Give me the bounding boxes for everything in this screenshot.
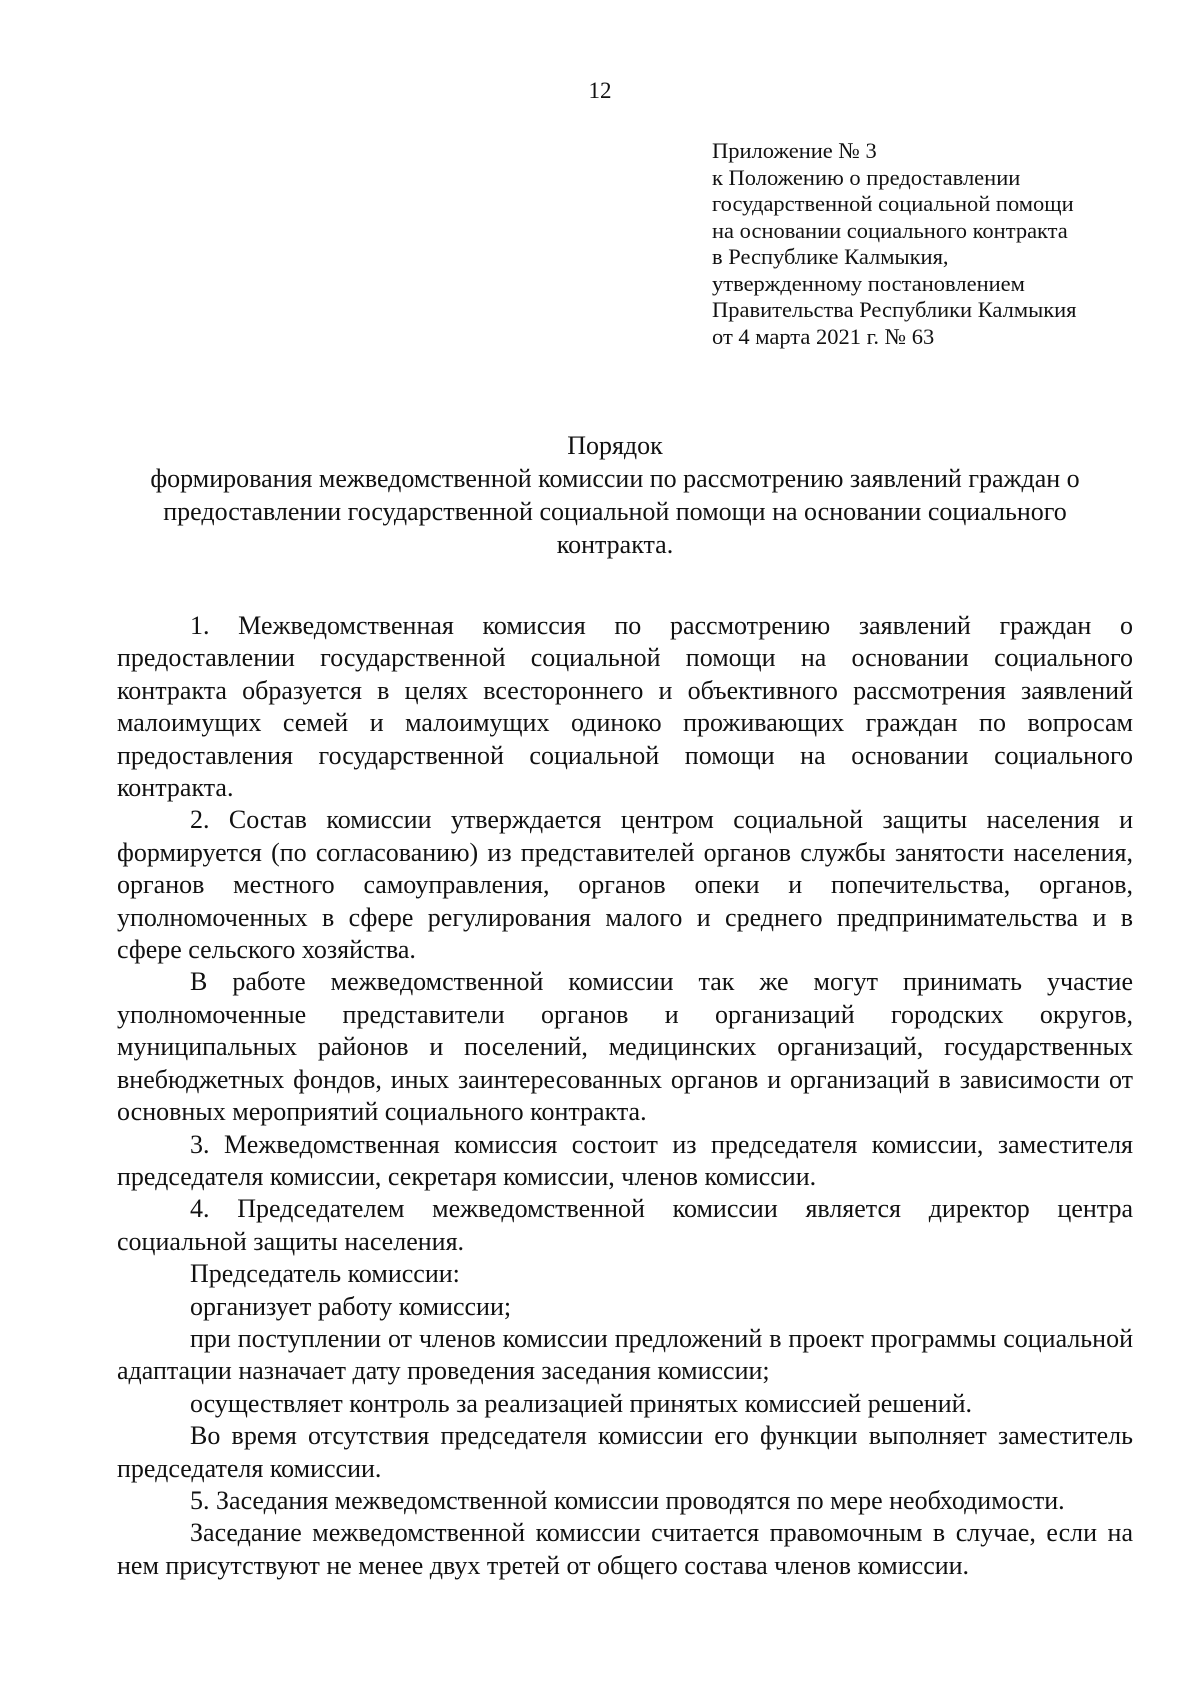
appendix-line: на основании социального контракта xyxy=(712,217,1068,243)
page-number: 12 xyxy=(588,78,612,103)
appendix-line: Правительства Республики Калмыкия xyxy=(712,297,1077,322)
paragraph: 3. Межведомственная комиссия состоит из председателя комиссии, заместителя председателя комиссии, секретаря комиссии, членов комиссии. xyxy=(117,1129,1133,1191)
title-subtitle: формирования межведомственной комиссии по рассмотрению заявлений граждан о предоставлении государственной социальной помощи на основании социального контракта. xyxy=(150,464,1080,559)
appendix-line: к Положению о предоставлении xyxy=(712,164,1021,190)
appendix-line: в Республике Калмыкия, xyxy=(712,244,949,269)
appendix-note xyxy=(712,138,1132,350)
paragraph: 1. Межведомственная комиссия по рассмотрению заявлений граждан о предоставлении государственной социальной помощи на основании социального контракта образуется в целях всестороннего и объективного рассмотрения заявлений малоимущих семей и малоимущих одиноко проживающих граждан по вопросам предоставления государственной социальной помощи на основании социального контракта. xyxy=(117,611,1133,803)
paragraph: организует работу комиссии; xyxy=(190,1291,512,1321)
paragraph: Председатель комиссии: xyxy=(190,1259,460,1289)
paragraph: Заседание межведомственной комиссии считается правомочным в случае, если на нем присутствуют не менее двух третей от общего состава членов комиссии. xyxy=(117,1518,1133,1580)
appendix-line: от 4 марта 2021 г. № 63 xyxy=(712,323,935,349)
title-main: Порядок xyxy=(567,431,663,460)
paragraph: 5. Заседания межведомственной комиссии проводятся по мере необходимости. xyxy=(190,1485,1065,1515)
paragraph: В работе межведомственной комиссии так же могут принимать участие уполномоченные представители органов и организаций городских округов, муниципальных районов и поселений, медицинских организаций, государственных внебюджетных фондов, иных заинтересованных органов и организаций в зависимости от основных мероприятий социального контракта. xyxy=(117,967,1133,1127)
paragraph: 4. Председателем межведомственной комиссии является директор центра социальной защиты населения. xyxy=(117,1194,1133,1256)
appendix-line: утвержденному постановлением xyxy=(712,270,1025,296)
document-body xyxy=(117,610,1133,1582)
paragraph: при поступлении от членов комиссии предложений в проект программы социальной адаптации назначает дату проведения заседания комиссии; xyxy=(117,1323,1133,1386)
paragraph: Во время отсутствия председателя комиссии его функции выполняет заместитель председателя комиссии. xyxy=(117,1421,1133,1483)
appendix-line: Приложение № 3 xyxy=(712,138,877,163)
paragraph: 2. Состав комиссии утверждается центром социальной защиты населения и формируется (по согласованию) из представителей органов службы занятости населения, органов местного самоуправления, органов опеки и попечительства, органов, уполномоченных в сфере регулирования малого и среднего предпринимательства и в сфере сельского хозяйства. xyxy=(117,805,1133,965)
document-title xyxy=(110,430,1120,561)
appendix-line: государственной социальной помощи xyxy=(712,191,1074,216)
paragraph: осуществляет контроль за реализацией принятых комиссией решений. xyxy=(190,1388,973,1418)
